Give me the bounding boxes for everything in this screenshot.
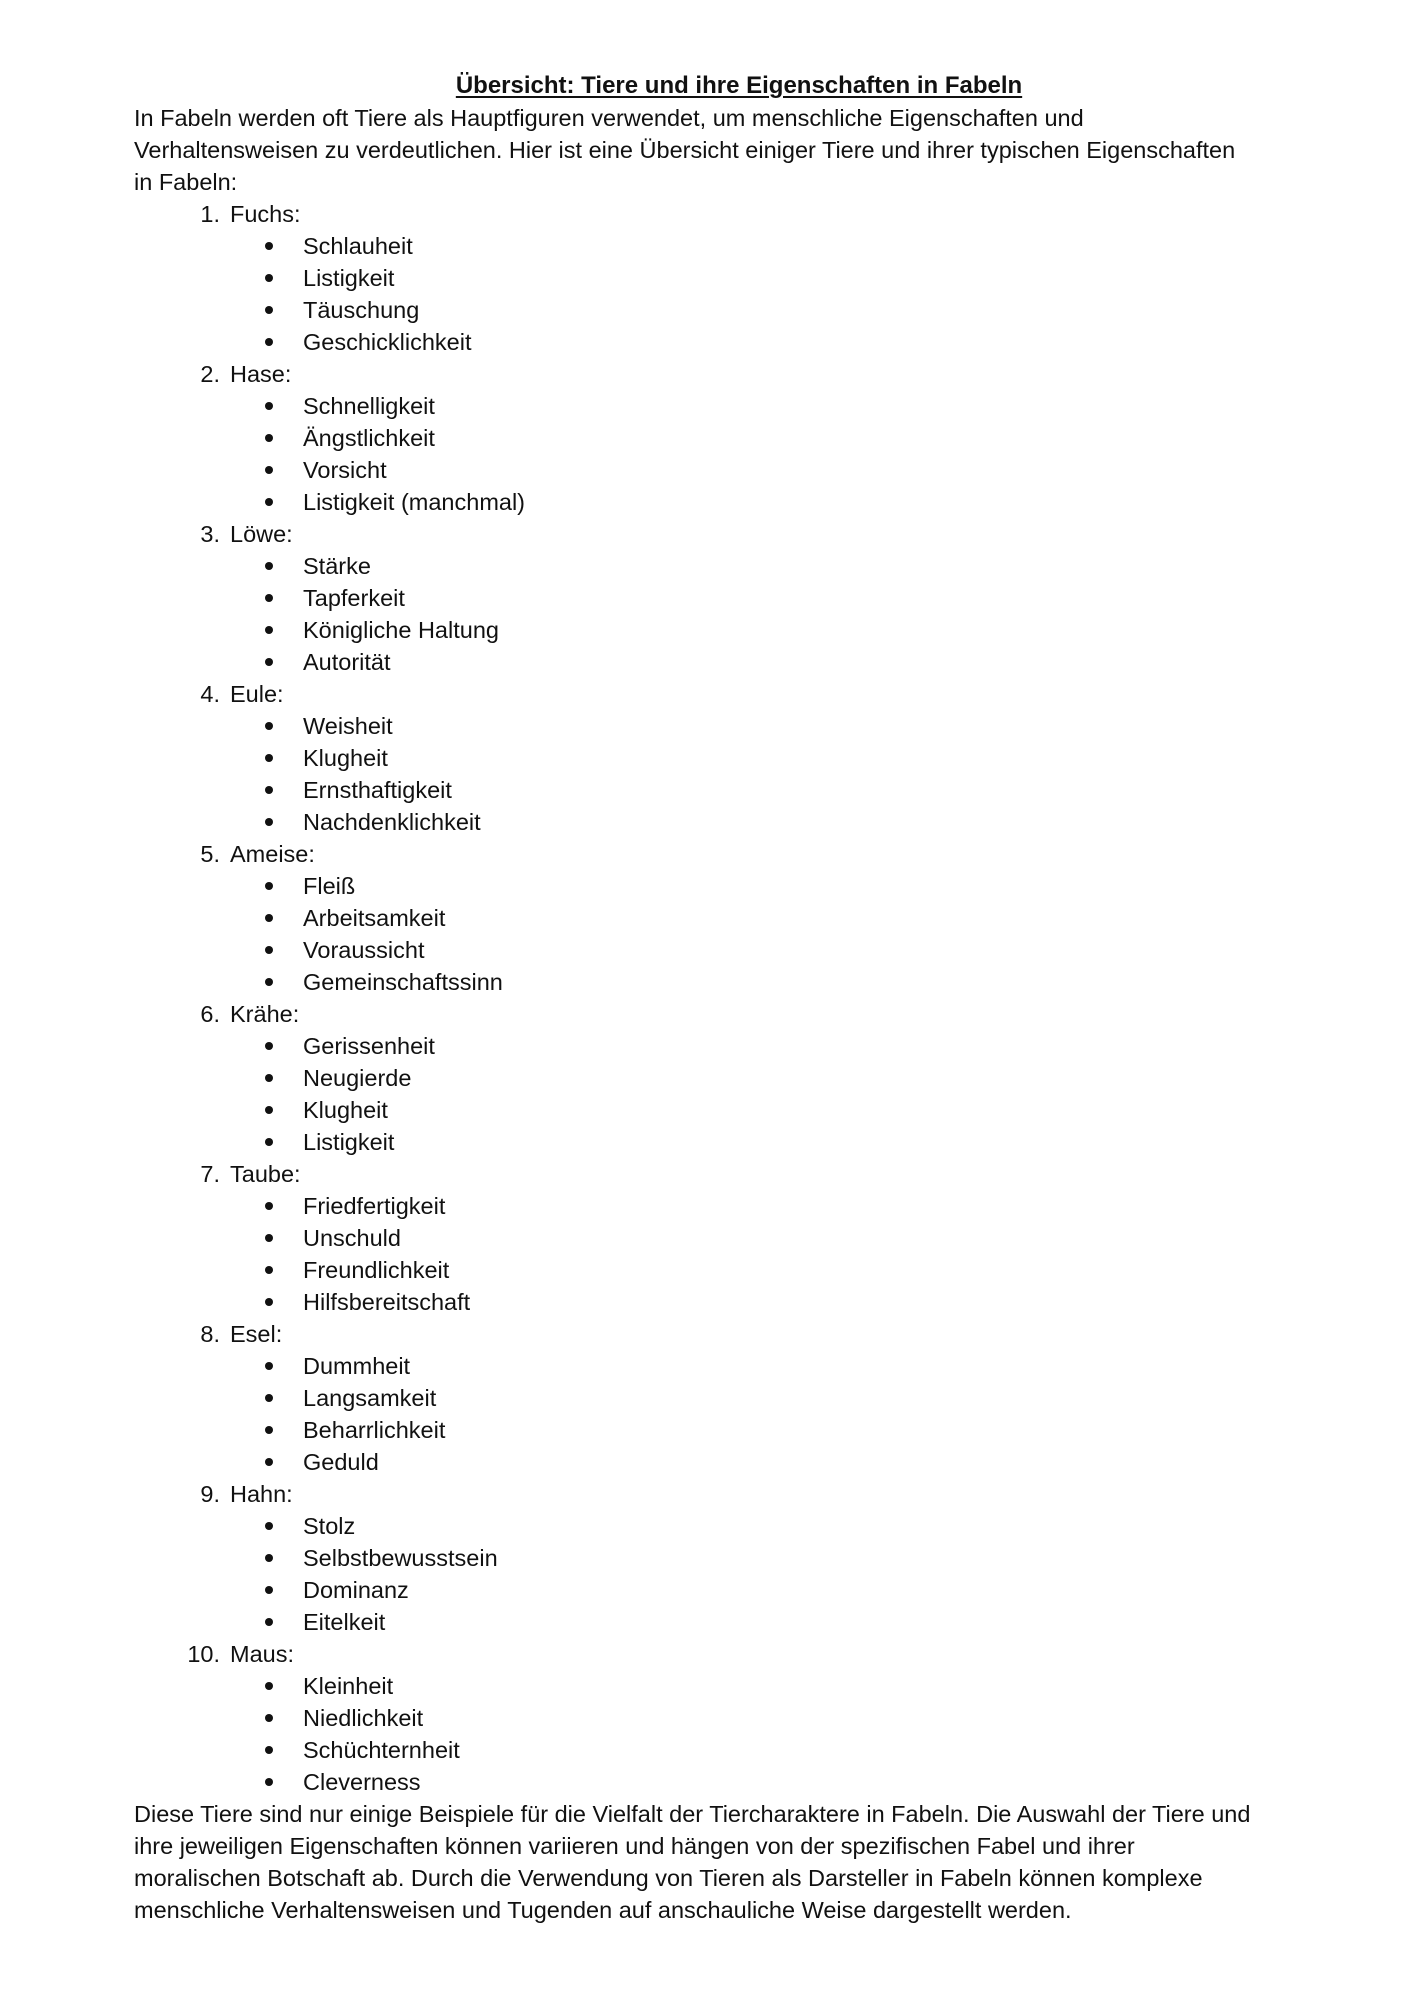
list-number	[134, 518, 220, 550]
list-number-text: 4.	[200, 681, 220, 707]
animal-item	[134, 358, 1284, 518]
trait-text: Nachdenklichkeit	[303, 809, 481, 835]
trait-item	[134, 1350, 1284, 1382]
trait-text: Fleiß	[303, 873, 356, 899]
bullet-icon	[265, 882, 273, 890]
trait-list	[134, 870, 1284, 998]
trait-text: Königliche Haltung	[303, 617, 499, 643]
trait-item	[134, 934, 1284, 966]
trait-text: Geschicklichkeit	[303, 329, 472, 355]
trait-text: Gemeinschaftssinn	[303, 969, 503, 995]
bullet-icon	[265, 1394, 273, 1402]
trait-item	[134, 966, 1284, 998]
list-number	[134, 678, 220, 710]
trait-text: Freundlichkeit	[303, 1257, 450, 1283]
trait-text: Unschuld	[303, 1225, 401, 1251]
trait-item	[134, 486, 1284, 518]
bullet-icon	[265, 306, 273, 314]
trait-item	[134, 646, 1284, 678]
document-page	[134, 70, 1284, 1926]
bullet-icon	[265, 1522, 273, 1530]
animal-item	[134, 198, 1284, 358]
animal-name: Hase:	[230, 361, 292, 387]
trait-text: Cleverness	[303, 1769, 421, 1795]
list-number	[134, 198, 220, 230]
trait-text: Dominanz	[303, 1577, 409, 1603]
animal-heading	[134, 1638, 1284, 1670]
trait-text: Vorsicht	[303, 457, 387, 483]
intro-line: Verhaltensweisen zu verdeutlichen. Hier ist eine Übersicht einiger Tiere und ihrer typischen Eigenschaften	[134, 137, 1236, 163]
bullet-icon	[265, 1074, 273, 1082]
trait-text: Niedlichkeit	[303, 1705, 424, 1731]
bullet-icon	[265, 338, 273, 346]
animal-heading	[134, 1318, 1284, 1350]
bullet-icon	[265, 1458, 273, 1466]
trait-list	[134, 230, 1284, 358]
bullet-icon	[265, 498, 273, 506]
trait-item	[134, 902, 1284, 934]
trait-item	[134, 326, 1284, 358]
trait-text: Stolz	[303, 1513, 356, 1539]
trait-text: Friedfertigkeit	[303, 1193, 446, 1219]
animal-item	[134, 518, 1284, 678]
trait-item	[134, 1254, 1284, 1286]
list-number-text: 7.	[200, 1161, 220, 1187]
bullet-icon	[265, 658, 273, 666]
bullet-icon	[265, 1554, 273, 1562]
trait-text: Beharrlichkeit	[303, 1417, 446, 1443]
trait-text: Klugheit	[303, 1097, 388, 1123]
bullet-icon	[265, 1778, 273, 1786]
trait-text: Weisheit	[303, 713, 393, 739]
bullet-icon	[265, 1426, 273, 1434]
trait-text: Listigkeit	[303, 265, 395, 291]
trait-item	[134, 230, 1284, 262]
trait-text: Tapferkeit	[303, 585, 405, 611]
trait-text: Schüchternheit	[303, 1737, 460, 1763]
trait-item	[134, 1126, 1284, 1158]
bullet-icon	[265, 1618, 273, 1626]
trait-item	[134, 710, 1284, 742]
trait-item	[134, 1510, 1284, 1542]
bullet-icon	[265, 466, 273, 474]
trait-list	[134, 1670, 1284, 1798]
animal-heading	[134, 678, 1284, 710]
bullet-icon	[265, 1202, 273, 1210]
trait-item	[134, 262, 1284, 294]
bullet-icon	[265, 1266, 273, 1274]
bullet-icon	[265, 562, 273, 570]
trait-text: Klugheit	[303, 745, 388, 771]
trait-item	[134, 806, 1284, 838]
animal-heading	[134, 1158, 1284, 1190]
trait-item	[134, 550, 1284, 582]
list-number-text: 3.	[200, 521, 220, 547]
bullet-icon	[265, 1138, 273, 1146]
trait-item	[134, 1062, 1284, 1094]
animal-name: Krähe:	[230, 1001, 300, 1027]
bullet-icon	[265, 818, 273, 826]
trait-item	[134, 614, 1284, 646]
trait-text: Kleinheit	[303, 1673, 394, 1699]
bullet-icon	[265, 1586, 273, 1594]
trait-list	[134, 390, 1284, 518]
animal-item	[134, 1478, 1284, 1638]
outro-paragraph	[134, 1798, 1284, 1926]
trait-item	[134, 1222, 1284, 1254]
bullet-icon	[265, 594, 273, 602]
outro-line: Diese Tiere sind nur einige Beispiele für die Vielfalt der Tiercharaktere in Fabeln. Die Auswahl der Tiere und	[134, 1801, 1251, 1827]
trait-item	[134, 1670, 1284, 1702]
outro-line: menschliche Verhaltensweisen und Tugenden auf anschauliche Weise dargestellt werden.	[134, 1897, 1072, 1923]
bullet-icon	[265, 434, 273, 442]
animal-item	[134, 1638, 1284, 1798]
animal-name: Löwe:	[230, 521, 293, 547]
animal-heading	[134, 1478, 1284, 1510]
trait-list	[134, 1350, 1284, 1478]
trait-item	[134, 1030, 1284, 1062]
bullet-icon	[265, 722, 273, 730]
trait-text: Voraussicht	[303, 937, 425, 963]
list-number	[134, 1158, 220, 1190]
document-title: Übersicht: Tiere und ihre Eigenschaften in Fabeln	[455, 72, 1023, 99]
bullet-icon	[265, 274, 273, 282]
trait-text: Listigkeit	[303, 1129, 395, 1155]
intro-line: in Fabeln:	[134, 169, 238, 195]
animal-name: Eule:	[230, 681, 284, 707]
trait-item	[134, 454, 1284, 486]
animal-item	[134, 678, 1284, 838]
bullet-icon	[265, 626, 273, 634]
list-number-text: 5.	[200, 841, 220, 867]
trait-item	[134, 1382, 1284, 1414]
trait-item	[134, 774, 1284, 806]
list-number-text: 8.	[200, 1321, 220, 1347]
trait-item	[134, 294, 1284, 326]
trait-list	[134, 710, 1284, 838]
trait-item	[134, 422, 1284, 454]
animal-item	[134, 998, 1284, 1158]
intro-line: In Fabeln werden oft Tiere als Hauptfiguren verwendet, um menschliche Eigenschaften und	[134, 105, 1084, 131]
animal-heading	[134, 358, 1284, 390]
trait-text: Selbstbewusstsein	[303, 1545, 498, 1571]
trait-text: Autorität	[303, 649, 391, 675]
list-number-text: 10.	[187, 1641, 220, 1667]
bullet-icon	[265, 978, 273, 986]
animal-name: Hahn:	[230, 1481, 293, 1507]
animal-list	[134, 198, 1284, 1798]
trait-text: Langsamkeit	[303, 1385, 437, 1411]
bullet-icon	[265, 786, 273, 794]
trait-list	[134, 1190, 1284, 1318]
animal-heading	[134, 838, 1284, 870]
trait-text: Ängstlichkeit	[303, 425, 435, 451]
trait-item	[134, 1190, 1284, 1222]
trait-text: Ernsthaftigkeit	[303, 777, 452, 803]
bullet-icon	[265, 1714, 273, 1722]
list-number	[134, 1318, 220, 1350]
bullet-icon	[265, 1234, 273, 1242]
bullet-icon	[265, 1106, 273, 1114]
trait-item	[134, 1094, 1284, 1126]
list-number	[134, 1478, 220, 1510]
trait-text: Eitelkeit	[303, 1609, 386, 1635]
animal-name: Taube:	[230, 1161, 301, 1187]
bullet-icon	[265, 1362, 273, 1370]
trait-text: Geduld	[303, 1449, 379, 1475]
list-number	[134, 358, 220, 390]
animal-heading	[134, 198, 1284, 230]
list-number-text: 1.	[200, 201, 220, 227]
animal-name: Maus:	[230, 1641, 294, 1667]
list-number-text: 6.	[200, 1001, 220, 1027]
trait-item	[134, 1766, 1284, 1798]
animal-item	[134, 838, 1284, 998]
bullet-icon	[265, 1682, 273, 1690]
animal-item	[134, 1158, 1284, 1318]
trait-item	[134, 1286, 1284, 1318]
animal-name: Ameise:	[230, 841, 315, 867]
bullet-icon	[265, 1042, 273, 1050]
intro-paragraph	[134, 102, 1284, 198]
trait-text: Schlauheit	[303, 233, 413, 259]
list-number-text: 2.	[200, 361, 220, 387]
animal-name: Esel:	[230, 1321, 283, 1347]
trait-item	[134, 1446, 1284, 1478]
trait-item	[134, 1414, 1284, 1446]
animal-name: Fuchs:	[230, 201, 301, 227]
trait-text: Schnelligkeit	[303, 393, 435, 419]
animal-heading	[134, 518, 1284, 550]
animal-item	[134, 1318, 1284, 1478]
list-number	[134, 1638, 220, 1670]
bullet-icon	[265, 242, 273, 250]
bullet-icon	[265, 946, 273, 954]
trait-item	[134, 1606, 1284, 1638]
bullet-icon	[265, 914, 273, 922]
outro-line: ihre jeweiligen Eigenschaften können variieren und hängen von der spezifischen Fabel und ihrer	[134, 1833, 1135, 1859]
trait-item	[134, 742, 1284, 774]
trait-item	[134, 390, 1284, 422]
trait-text: Arbeitsamkeit	[303, 905, 446, 931]
outro-line: moralischen Botschaft ab. Durch die Verwendung von Tieren als Darsteller in Fabeln können komplexe	[134, 1865, 1203, 1891]
list-number	[134, 998, 220, 1030]
trait-item	[134, 582, 1284, 614]
trait-list	[134, 1030, 1284, 1158]
bullet-icon	[265, 754, 273, 762]
trait-text: Neugierde	[303, 1065, 412, 1091]
trait-text: Listigkeit (manchmal)	[303, 489, 526, 515]
trait-text: Hilfsbereitschaft	[303, 1289, 471, 1315]
trait-item	[134, 1702, 1284, 1734]
trait-list	[134, 1510, 1284, 1638]
trait-text: Dummheit	[303, 1353, 411, 1379]
trait-item	[134, 1574, 1284, 1606]
trait-item	[134, 870, 1284, 902]
trait-text: Stärke	[303, 553, 371, 579]
bullet-icon	[265, 1298, 273, 1306]
trait-text: Gerissenheit	[303, 1033, 435, 1059]
bullet-icon	[265, 402, 273, 410]
trait-list	[134, 550, 1284, 678]
list-number-text: 9.	[200, 1481, 220, 1507]
animal-heading	[134, 998, 1284, 1030]
trait-item	[134, 1734, 1284, 1766]
trait-text: Täuschung	[303, 297, 420, 323]
bullet-icon	[265, 1746, 273, 1754]
trait-item	[134, 1542, 1284, 1574]
list-number	[134, 838, 220, 870]
